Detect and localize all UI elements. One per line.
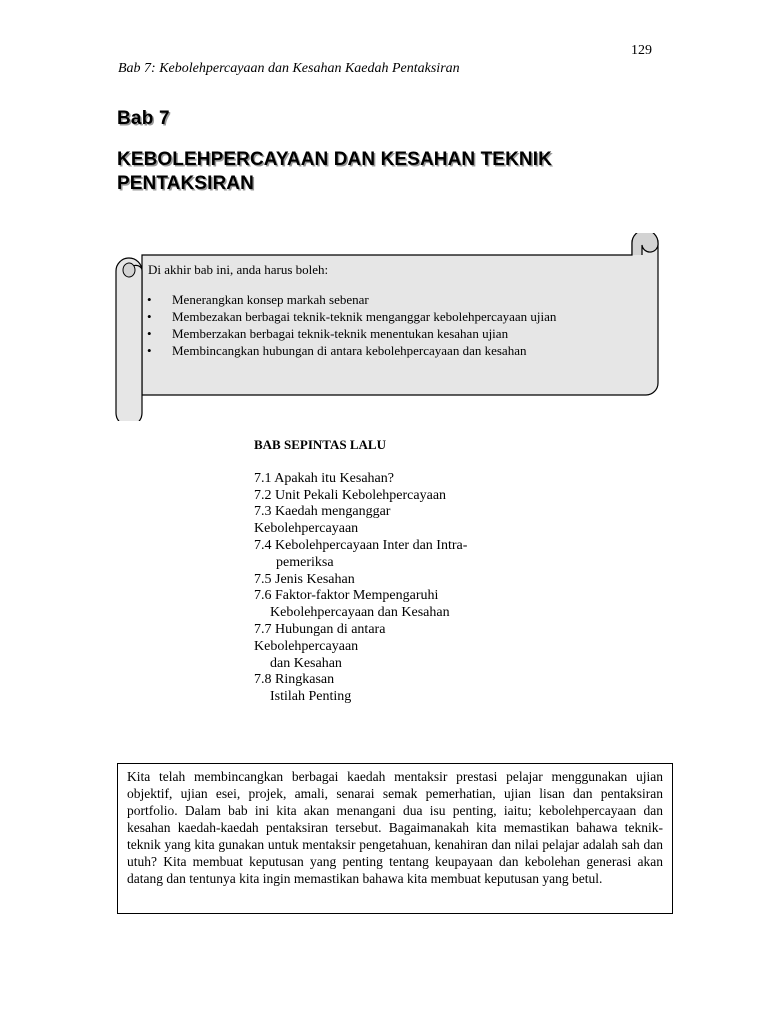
- overview-item: 7.7 Hubungan di antara Kebolehpercayaan dan Kesahan: [254, 621, 386, 671]
- overview-item: 7.8 Ringkasan Istilah Penting: [254, 672, 352, 705]
- chapter-label: Bab 7: [117, 108, 170, 129]
- chapter-title: KEBOLEHPERCAYAAN DAN KESAHAN TEKNIK PENTAKSIRAN: [117, 149, 552, 194]
- overview-item: 7.1 Apakah itu Kesahan?: [254, 470, 394, 486]
- objective-item: • Memberzakan berbagai teknik-teknik menentukan kesahan ujian: [146, 325, 646, 342]
- objectives-list: [146, 291, 646, 359]
- objectives-intro: Di akhir bab ini, anda harus boleh:: [148, 262, 329, 277]
- overview-list: [254, 471, 484, 706]
- objective-item: • Membezakan berbagai teknik-teknik menganggar kebolehpercayaan ujian: [146, 308, 646, 325]
- objective-item: • Menerangkan konsep markah sebenar: [146, 291, 646, 308]
- overview-item: 7.4 Kebolehpercayaan Inter dan Intra- pemeriksa: [254, 537, 468, 570]
- overview-item: 7.3 Kaedah menganggar Kebolehpercayaan: [254, 504, 391, 537]
- objectives-content: [146, 261, 646, 359]
- running-header: Bab 7: Kebolehpercayaan dan Kesahan Kaedah Pentaksiran: [118, 61, 460, 76]
- chapter-introduction-box: Kita telah membincangkan berbagai kaedah mentaksir prestasi pelajar menggunakan ujian objektif, ujian esei, projek, amali, senarai semak pemerhatian, ujian lisan dan pentaksiran portfolio. Dalam bab ini kita akan menangani dua isu penting, iaitu; kebolehpercayaan dan kesahan kaedah-kaedah pentaksiran tersebut. Bagaimanakah kita memastikan bahawa teknik-teknik yang kita gunakan untuk mentaksir pengetahuan, kenahiran dan nilai pelajar adalah sah dan utuh? Kita membuat keputusan yang penting tentang keupayaan dan kebolehan generasi akan datang dan tentunya kita ingin memastikan bahawa kita membuat keputusan yang betul.: [117, 763, 673, 914]
- overview-title: BAB SEPINTAS LALU: [254, 437, 386, 452]
- chapter-overview: [254, 437, 484, 715]
- overview-item: 7.6 Faktor-faktor Mempengaruhi Kebolehpercayaan dan Kesahan: [254, 588, 450, 621]
- overview-item: 7.5 Jenis Kesahan: [254, 571, 355, 587]
- page-number: 129: [631, 43, 652, 58]
- overview-item: 7.2 Unit Pekali Kebolehpercayaan: [254, 487, 447, 503]
- learning-objectives-scroll: [112, 233, 660, 421]
- objective-item: • Membincangkan hubungan di antara kebolehpercayaan dan kesahan: [146, 342, 646, 359]
